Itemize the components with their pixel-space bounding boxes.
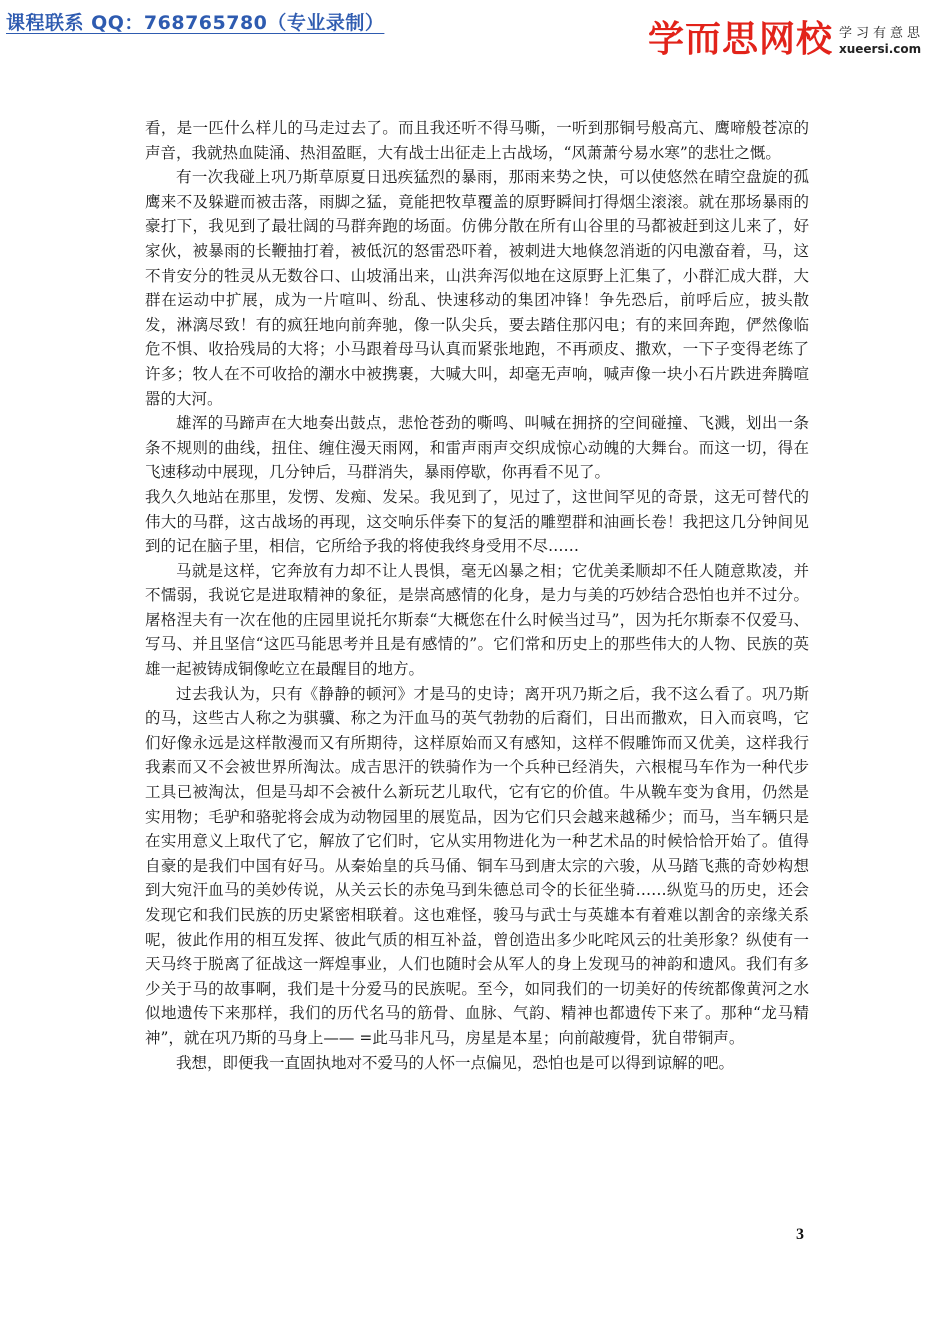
paragraph: 马就是这样，它奔放有力却不让人畏惧，毫无凶暴之相；它优美柔顺却不任人随意欺凌，并不懦弱，我说它是进取精神的象征，是崇高感情的化身，是力与美的巧妙结合恐怕也并不过分。屠格涅夫有一次在他的庄园里说托尔斯泰“大概您在什么时候当过马”，因为托尔斯泰不仅爱马、写马、并且坚信“这匹马能思考并且是有感情的”。它们常和历史上的那些伟大的人物、民族的英雄一起被铸成铜像屹立在最醒目的地方。 (145, 561, 809, 679)
logo-url: xueersi.com (838, 42, 922, 56)
logo-text: 学而思网校 (647, 19, 833, 60)
paragraph: 过去我认为，只有《静静的顿河》才是马的史诗；离开巩乃斯之后，我不这么看了。巩乃斯的马，这些古人称之为骐骥、称之为汗血马的英气勃勃的后裔们，日出而撒欢，日入而哀鸣，它们好像永远是这样散漫而又有所期待，这样原始而又有感知，这样不假雕饰而又优美，这样我行我素而又不会被世界所淘汰。成吉思汗的铁骑作为一个兵种已经消失，六根棍马车作为一种代步工具已被淘汰，但是马却不会被什么新玩艺儿取代，它有它的价值。牛从鞔车变为食用，仍然是实用物；毛驴和骆驼将会成为动物园里的展览品，因为它们只会越来越稀少；而马，当车辆只是在实用意义上取代了它，解放了它们时，它从实用物进化为一种艺术品的时候恰恰开始了。值得自豪的是我们中国有好马。从秦始皇的兵马俑、铜车马到唐太宗的六骏，从马踏飞燕的奇妙构想到大宛汗血马的美妙传说，从关云长的赤兔马到朱德总司令的长征坐骑……纵览马的历史，还会发现它和我们民族的历史紧密相联着。这也难怪，骏马与武士与英雄本有着难以割舍的亲缘关系呢，彼此作用的相互发挥、彼此气质的相互补益，曾创造出多少叱咤风云的壮美形象？纵使有一天马终于脱离了征战这一辉煌事业，人们也随时会从军人的身上发现马的神韵和遗风。我们有多少关于马的故事啊，我们是十分爱马的民族呢。至今，如同我们的一切美好的传统都像黄河之水似地遗传下来那样，我们的历代名马的筋骨、血脉、气韵、精神也都遗传下来了。那种“龙马精神”，就在巩乃斯的马身上—— =此马非凡马，房星是本星；向前敲瘦骨，犹自带铜声。 (145, 684, 809, 1047)
course-contact-header: 课程联系 QQ：768765780（专业录制） (6, 12, 385, 34)
page-number: 3 (796, 1226, 804, 1243)
paragraph: 我久久地站在那里，发愣、发痴、发呆。我见到了，见过了，这世间罕见的奇景，这无可替代的伟大的马群，这古战场的再现，这交响乐伴奏下的复活的雕塑群和油画长卷！我把这几分钟间见到的记在脑子里，相信，它所给予我的将使我终身受用不尽…… (145, 487, 809, 556)
paragraph: 我想，即便我一直固执地对不爱马的人怀一点偏见，恐怕也是可以得到谅解的吧。 (176, 1053, 735, 1072)
paragraph: 雄浑的马蹄声在大地奏出鼓点，悲怆苍劲的嘶鸣、叫喊在拥挤的空间碰撞、飞溅，划出一条条不规则的曲线，扭住、缠住漫天雨网，和雷声雨声交织成惊心动魄的大舞台。而这一切，得在飞速移动中展现，几分钟后，马群消失，暴雨停歇，你再看不见了。 (145, 414, 809, 482)
article-body (145, 116, 809, 1075)
xueersi-logo (648, 20, 924, 60)
logo-slogan: 学习有意思 (838, 26, 924, 41)
paragraph: 有一次我碰上巩乃斯草原夏日迅疾猛烈的暴雨，那雨来势之快，可以使悠然在晴空盘旋的孤鹰来不及躲避而被击落，雨脚之猛，竟能把牧草覆盖的原野瞬间打得烟尘滚滚。就在那场暴雨的豪打下，我见到了最壮阔的马群奔跑的场面。仿佛分散在所有山谷里的马都被赶到这儿来了，好家伙，被暴雨的长鞭抽打着，被低沉的怒雷恐吓着，被刺进大地倏忽消逝的闪电激奋着，马，这不肯安分的牲灵从无数谷口、山坡涌出来，山洪奔泻似地在这原野上汇集了，小群汇成大群，大群在运动中扩展，成为一片喧叫、纷乱、快速移动的集团冲锋！争先恐后，前呼后应，披头散发，淋漓尽致！有的疯狂地向前奔驰，像一队尖兵，要去踏住那闪电；有的来回奔跑，俨然像临危不惧、收拾残局的大将；小马跟着母马认真而紧张地跑，不再顽皮、撒欢，一下子变得老练了许多；牧人在不可收拾的潮水中被携裹，大喊大叫，却毫无声响，喊声像一块小石片跌进奔腾喧嚣的大河。 (145, 168, 809, 408)
paragraph-continued: 看，是一匹什么样儿的马走过去了。而且我还听不得马嘶，一听到那铜号般高亢、鹰啼般苍凉的声音，我就热血陡涌、热泪盈眶，大有战士出征走上古战场，“风萧萧兮易水寒”的悲壮之慨。 (145, 119, 809, 162)
